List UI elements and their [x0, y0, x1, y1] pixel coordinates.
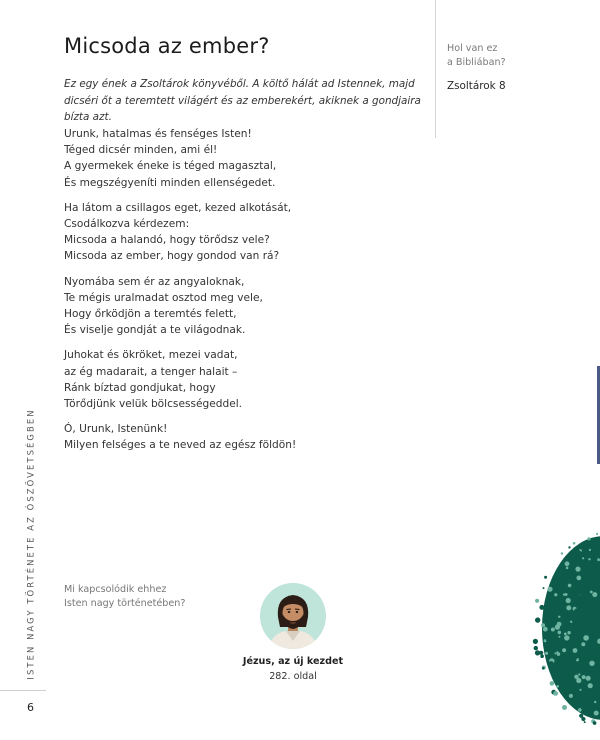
poem-line: Törődjünk velük bölcsességeddel. [64, 398, 243, 411]
cross-reference-page: 282. oldal [269, 671, 317, 682]
poem-line: Te mégis uralmadat osztod meg vele, [64, 291, 263, 304]
jesus-portrait-icon[interactable] [260, 583, 326, 649]
poem-line: Micsoda az ember, hogy gondod van rá? [64, 250, 280, 263]
page-number: 6 [27, 701, 34, 714]
poem-line: Téged dicsér minden, ami él! [64, 144, 218, 157]
poem-line: Juhokat és ökröket, mezei vadat, [64, 349, 238, 362]
sidebar-divider [435, 0, 436, 138]
cross-reference-title[interactable]: Jézus, az új kezdet [242, 656, 344, 667]
poem-line: Hogy őrködjön a teremtés felett, [64, 308, 237, 321]
poem-line: És megszégyeníti minden ellenségedet. [64, 176, 276, 189]
footer-divider [0, 690, 46, 691]
poem-line: Milyen felséges a te neved az egész földön! [64, 439, 297, 452]
stanza [64, 421, 414, 453]
poem-line: Ó, Urunk, Istenünk! [64, 423, 168, 436]
stanza [64, 274, 414, 339]
poem-line: És viselje gondját a te világodnak. [64, 324, 246, 337]
psalm-text [64, 126, 414, 463]
poem-line: Urunk, hatalmas és fenséges Isten! [64, 128, 252, 140]
poem-line: Nyomába sem ér az angyaloknak, [64, 275, 245, 288]
stanza [64, 347, 414, 412]
stanza [64, 200, 414, 265]
bible-reference: Zsoltárok 8 [447, 80, 506, 92]
bush-decoration-icon [524, 528, 600, 728]
book-spine-title [24, 410, 38, 678]
connection-label: Mi kapcsolódik ehhez Isten nagy történetében? [64, 584, 186, 609]
stanza [64, 126, 414, 191]
poem-line: Ha látom a csillagos eget, kezed alkotását, [64, 201, 292, 214]
poem-line: Ránk bíztad gondjukat, hogy [64, 381, 216, 394]
poem-line: Csodálkozva kérdezem: [64, 218, 190, 231]
poem-line: az ég madarait, a tenger halait – [64, 365, 238, 378]
bible-location-label: Hol van ez a Bibliában? [447, 43, 506, 68]
page-title: Micsoda az ember? [64, 34, 270, 58]
poem-line: A gyermekek éneke is téged magasztal, [64, 160, 277, 173]
intro-text: Ez egy ének a Zsoltárok könyvéből. A költő hálát ad Istennek, majd dicséri őt a teremtett világért és az emberekért, akiknek a gondjaira bízta azt. [64, 78, 421, 123]
poem-line: Micsoda a halandó, hogy törődsz vele? [64, 234, 270, 247]
spine-text: ISTEN NAGY TÖRTÉNETE AZ ÓSZÖVETSÉGBEN [26, 408, 37, 680]
